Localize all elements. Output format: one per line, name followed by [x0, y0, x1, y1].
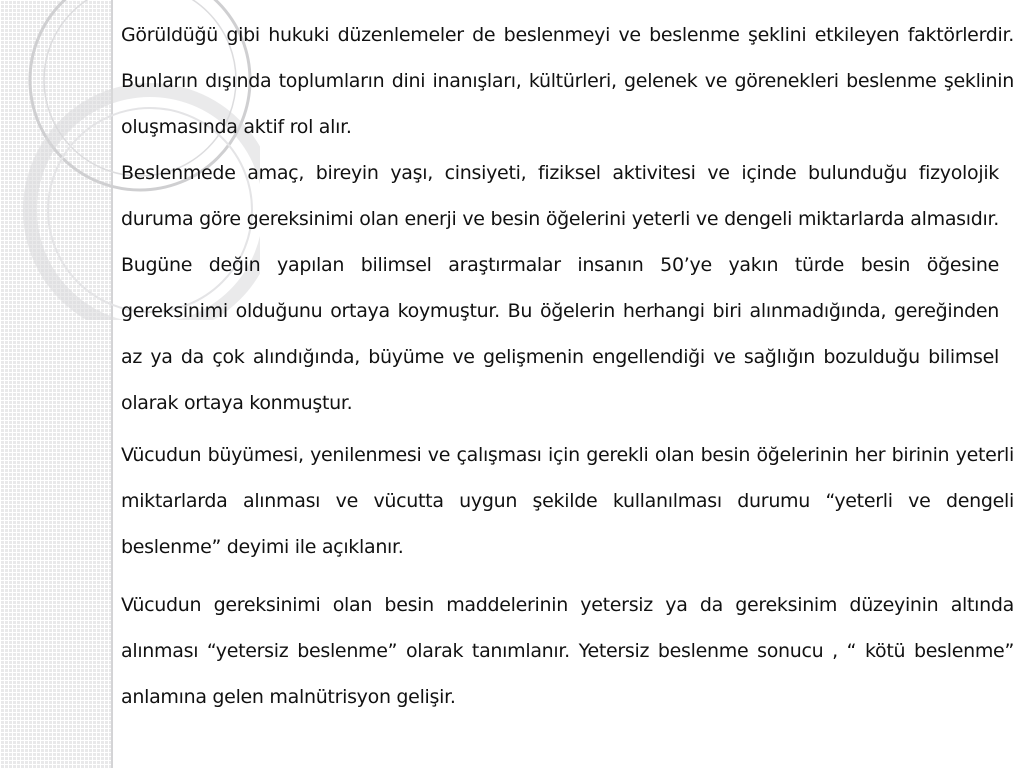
paragraph-4: Vücudun gereksinimi olan besin maddelerinin yetersiz ya da gereksinim düzeyinin altında alınması “yetersiz beslenme” olarak tanımlanır. Yetersiz beslenme sonucu , “ kötü beslenme” anlamına gelen malnütrisyon gelişir.	[121, 594, 1014, 708]
paragraph-3: Vücudun büyümesi, yenilenmesi ve çalışması için gerekli olan besin öğelerinin her birinin yeterli miktarlarda alınması ve vücutta uygun şekilde kullanılması durumu “yeterli ve dengeli beslenme” deyimi ile açıklanır.	[121, 444, 1014, 558]
paragraph-2: Beslenmede amaç, bireyin yaşı, cinsiyeti, fiziksel aktivitesi ve içinde bulunduğu fizyolojik duruma göre gereksinimi olan enerji ve besin öğelerini yeterli ve dengeli miktarlarda almasıdır. Bugüne değin yapılan bilimsel araştırmalar insanın 50’ye yakın türde besin öğesine gereksinimi olduğunu ortaya koymuştur. Bu öğelerin herhangi biri alınmadığında, gereğinden az ya da çok alındığında, büyüme ve gelişmenin engellendiği ve sağlığın bozulduğu bilimsel olarak ortaya konmuştur.	[121, 162, 999, 414]
paragraph-1: Görüldüğü gibi hukuki düzenlemeler de beslenmeyi ve beslenme şeklini etkileyen faktörlerdir. Bunların dışında toplumların dini inanışları, kültürleri, gelenek ve görenekleri beslenme şeklinin oluşmasında aktif rol alır.	[121, 24, 1014, 138]
slide-body	[121, 12, 1014, 720]
decorative-side-band	[0, 0, 113, 768]
